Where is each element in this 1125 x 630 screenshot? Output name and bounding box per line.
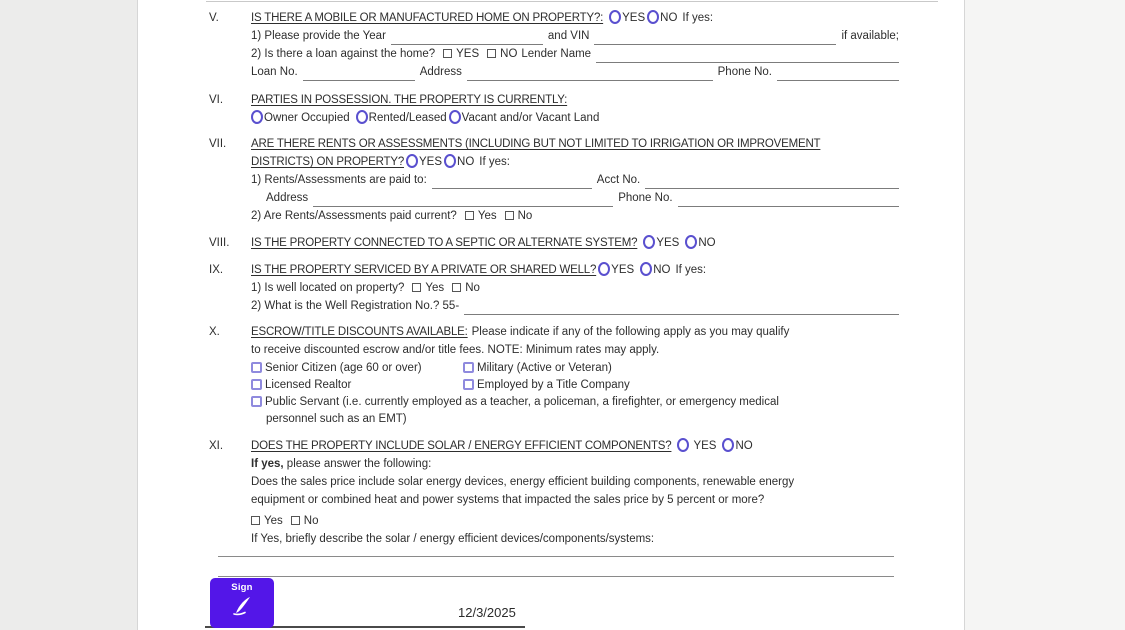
vii-paid-to-label: 1) Rents/Assessments are paid to: — [251, 174, 427, 186]
sign-button[interactable] — [210, 578, 274, 628]
section-x-numeral: X. — [209, 326, 220, 338]
radio-ix-no[interactable] — [640, 262, 652, 276]
checkbox-v-loan-yes — [443, 49, 452, 58]
v-vin-label: and VIN — [547, 30, 590, 42]
section-x-options-row3 — [251, 393, 899, 410]
section-xi-heading: DOES THE PROPERTY INCLUDE SOLAR / ENERGY EFFICIENT COMPONENTS? — [251, 440, 672, 452]
radio-v-yes-label: YES — [622, 12, 646, 24]
section-vi-heading-line — [251, 91, 899, 109]
section-x-heading: ESCROW/TITLE DISCOUNTS AVAILABLE: — [251, 326, 468, 338]
checkbox-ix-well-yes — [412, 283, 421, 292]
radio-viii-no[interactable] — [685, 235, 697, 249]
vii-phone-fill-line — [678, 189, 899, 207]
section-v-heading: IS THERE A MOBILE OR MANUFACTURED HOME ON PROPERTY?: — [251, 12, 604, 24]
vii-phone-label: Phone No. — [618, 192, 673, 204]
radio-vi-owner-occupied[interactable] — [251, 110, 263, 124]
section-ix-line2 — [251, 297, 899, 315]
v-address-label: Address — [419, 66, 462, 78]
section-ix — [209, 261, 899, 315]
checkbox-xi-yes-label: Yes — [264, 515, 283, 527]
radio-vi-vacant[interactable] — [449, 110, 461, 124]
document-page — [137, 0, 965, 630]
radio-v-no[interactable] — [647, 10, 659, 24]
section-xi-numeral: XI. — [209, 440, 224, 452]
section-ix-heading-line — [251, 261, 899, 279]
xi-if-yes-rest: please answer the following: — [283, 458, 432, 470]
section-v-numeral: V. — [209, 12, 219, 24]
checkbox-v-loan-yes-label: YES — [456, 48, 480, 60]
vii-acct-no-fill-line — [645, 171, 899, 189]
checkbox-xi-no-label: No — [303, 515, 319, 527]
radio-vii-no-label: NO — [457, 156, 475, 168]
x-public-servant-label-line1: Public Servant (i.e. currently employed as a teacher, a policeman, a firefighter, or emergency medical — [265, 396, 779, 408]
v-phone-fill-line — [777, 63, 899, 81]
x-senior-citizen-label: Senior Citizen (age 60 or over) — [265, 362, 422, 374]
v-year-label: 1) Please provide the Year — [251, 30, 386, 42]
vii-paid-to-fill-line — [432, 171, 592, 189]
ix-well-located-question: 1) Is well located on property? — [251, 282, 405, 294]
background-left — [0, 0, 137, 630]
radio-v-no-label: NO — [660, 12, 678, 24]
x-intro-rest: Please indicate if any of the following apply as you may qualify — [471, 326, 790, 338]
x-military-label: Military (Active or Veteran) — [477, 362, 612, 374]
v-if-available-label: if available; — [841, 30, 899, 42]
section-viii-heading: IS THE PROPERTY CONNECTED TO A SEPTIC OR ALTERNATE SYSTEM? — [251, 237, 638, 249]
section-vi — [209, 91, 899, 127]
checkbox-x-title-company[interactable] — [463, 379, 474, 390]
section-vii-heading-line1 — [251, 135, 899, 153]
section-vi-heading: PARTIES IN POSSESSION. THE PROPERTY IS CURRENTLY: — [251, 94, 568, 106]
section-vii-line1 — [251, 171, 899, 189]
v-loan-no-fill-line — [303, 63, 415, 81]
vii-paid-current-question: 2) Are Rents/Assessments paid current? — [251, 210, 457, 222]
section-vii — [209, 135, 899, 225]
v-lender-name-fill-line — [596, 45, 899, 63]
section-viii-heading-line — [251, 234, 899, 252]
radio-vi-owner-occupied-label: Owner Occupied — [264, 112, 350, 124]
radio-vi-rented-leased-label: Rented/Leased — [368, 112, 447, 124]
radio-xi-no-label: NO — [735, 440, 753, 452]
checkbox-xi-yes — [251, 516, 260, 525]
checkbox-x-public-servant[interactable] — [251, 396, 262, 407]
checkbox-vii-current-yes-label: Yes — [477, 210, 497, 222]
v-phone-label: Phone No. — [717, 66, 772, 78]
section-ix-numeral: IX. — [209, 264, 224, 276]
radio-xi-yes[interactable] — [677, 438, 689, 452]
pen-icon — [230, 594, 254, 618]
section-vii-numeral: VII. — [209, 138, 227, 150]
radio-v-yes[interactable] — [609, 10, 621, 24]
section-x-options-row4 — [266, 410, 899, 427]
section-ix-heading: IS THE PROPERTY SERVICED BY A PRIVATE OR SHARED WELL? — [251, 264, 597, 276]
checkbox-xi-no — [291, 516, 300, 525]
checkbox-x-senior-citizen[interactable] — [251, 362, 262, 373]
section-v-line1 — [251, 27, 899, 45]
xi-para-line2: equipment or combined heat and power systems that impacted the sales price by 5 percent or more? — [251, 494, 765, 506]
vii-acct-no-label: Acct No. — [596, 174, 641, 186]
radio-vii-yes[interactable] — [406, 154, 418, 168]
radio-vii-no[interactable] — [444, 154, 456, 168]
radio-ix-yes-label: YES — [611, 264, 635, 276]
section-vii-heading-1: ARE THERE RENTS OR ASSESSMENTS (INCLUDING BUT NOT LIMITED TO IRRIGATION OR IMPROVEMENT — [251, 138, 821, 150]
v-loan-question: 2) Is there a loan against the home? — [251, 48, 436, 60]
section-vii-if-yes: If yes: — [479, 156, 510, 168]
vii-address-fill-line — [313, 189, 613, 207]
section-x — [209, 323, 899, 427]
radio-ix-yes[interactable] — [598, 262, 610, 276]
section-ix-if-yes: If yes: — [675, 264, 707, 276]
radio-ix-no-label: NO — [653, 264, 671, 276]
previous-line-cutoff — [206, 1, 938, 2]
sign-button-label: Sign — [231, 582, 253, 593]
v-loan-no-label: Loan No. — [251, 66, 298, 78]
section-vii-line3 — [251, 207, 899, 225]
checkbox-x-military[interactable] — [463, 362, 474, 373]
radio-viii-no-label: NO — [698, 237, 716, 249]
checkbox-ix-well-no — [452, 283, 461, 292]
section-viii — [209, 234, 899, 252]
section-xi-describe-line — [251, 530, 899, 548]
radio-viii-yes[interactable] — [643, 235, 655, 249]
xi-if-yes-bold: If yes, — [251, 458, 284, 470]
ix-well-registration-fill-line — [464, 297, 899, 315]
section-xi — [209, 437, 899, 548]
v-vin-fill-line — [594, 27, 836, 45]
section-v-heading-line — [251, 9, 899, 27]
section-xi-if-yes-line — [251, 455, 899, 473]
section-x-heading-line — [251, 323, 899, 341]
x-licensed-realtor-label: Licensed Realtor — [265, 379, 352, 391]
xi-describe-label: If Yes, briefly describe the solar / energy efficient devices/components/systems: — [251, 533, 655, 545]
xi-para-line1: Does the sales price include solar energy devices, energy efficient building components, renewable energy — [251, 476, 795, 488]
v-year-fill-line — [391, 27, 543, 45]
section-vi-options — [251, 109, 899, 127]
section-ix-line1 — [251, 279, 899, 297]
section-x-intro-line2 — [251, 341, 899, 359]
section-v — [209, 9, 899, 81]
radio-viii-yes-label: YES — [656, 237, 680, 249]
describe-fill-line-1 — [218, 556, 894, 557]
x-public-servant-label-line2: personnel such as an EMT) — [266, 413, 407, 425]
radio-vi-vacant-label: Vacant and/or Vacant Land — [461, 112, 600, 124]
section-x-options-row2 — [251, 376, 899, 393]
section-vii-heading-2: DISTRICTS) ON PROPERTY? — [251, 156, 405, 168]
checkbox-ix-well-yes-label: Yes — [425, 282, 445, 294]
checkbox-vii-current-yes — [465, 211, 474, 220]
radio-vii-yes-label: YES — [419, 156, 443, 168]
checkbox-v-loan-no — [487, 49, 496, 58]
section-vii-line2 — [266, 189, 899, 207]
section-xi-para-line2 — [251, 491, 899, 509]
checkbox-vii-current-no-label: No — [517, 210, 533, 222]
v-address-fill-line — [467, 63, 713, 81]
checkbox-vii-current-no — [505, 211, 514, 220]
section-xi-yes-no-line — [251, 512, 899, 530]
x-intro-line2: to receive discounted escrow and/or title fees. NOTE: Minimum rates may apply. — [251, 344, 660, 356]
section-viii-numeral: VIII. — [209, 237, 230, 249]
section-v-if-yes: If yes: — [682, 12, 714, 24]
radio-xi-yes-label: YES — [693, 440, 717, 452]
checkbox-v-loan-no-label: NO — [500, 48, 518, 60]
x-title-company-label: Employed by a Title Company — [477, 379, 630, 391]
section-xi-heading-line — [251, 437, 899, 455]
section-x-options-row1 — [251, 359, 899, 376]
ix-well-registration-label: 2) What is the Well Registration No.? 55- — [251, 300, 460, 312]
vii-address-label: Address — [266, 192, 309, 204]
section-xi-para-line1 — [251, 473, 899, 491]
section-vii-heading-line2 — [251, 153, 899, 171]
date-signed: 12/3/2025 — [458, 605, 516, 620]
section-v-line3 — [251, 63, 899, 81]
radio-vi-rented-leased[interactable] — [356, 110, 368, 124]
radio-xi-no[interactable] — [722, 438, 734, 452]
v-lender-name-label: Lender Name — [521, 48, 592, 60]
section-vi-numeral: VI. — [209, 94, 224, 106]
checkbox-ix-well-no-label: No — [465, 282, 480, 294]
section-v-line2 — [251, 45, 899, 63]
checkbox-x-licensed-realtor[interactable] — [251, 379, 262, 390]
describe-fill-line-2 — [218, 576, 894, 577]
